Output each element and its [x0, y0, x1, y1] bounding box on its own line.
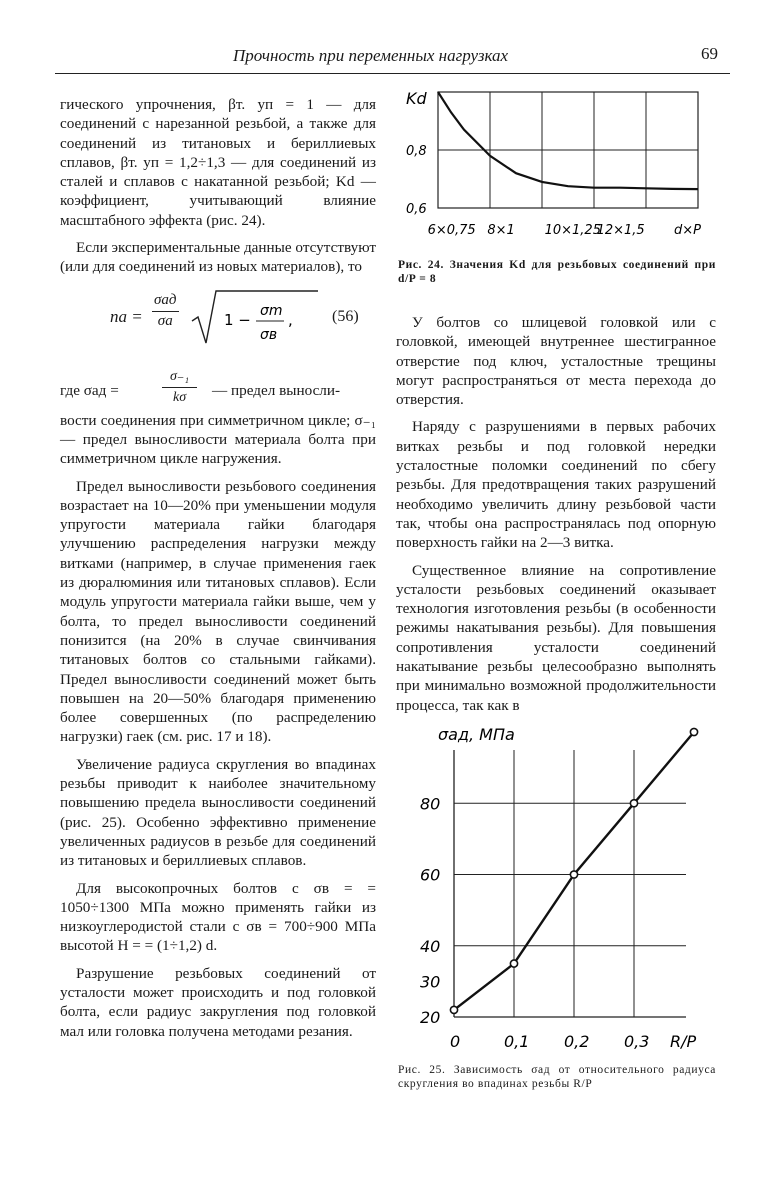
formula-denominator: σа [157, 312, 173, 329]
x-axis-label: R/P [670, 1032, 697, 1051]
data-point [690, 728, 697, 735]
chart-grid [454, 750, 686, 1017]
right-column [396, 313, 716, 723]
y-tick-label: 0,8 [406, 144, 427, 159]
x-tick-label: 0,3 [624, 1032, 650, 1051]
formula-numerator: σад [152, 291, 179, 312]
sqrt-one: 1 − [224, 310, 251, 329]
paragraph: У болтов со шлицевой головкой или с головкой, имеющей внутреннее шестигранное отверстие под ключ, усталостные трещины могут распространяться от места перехода до отверстия. [396, 314, 716, 409]
x-tick-label: 0,2 [564, 1032, 590, 1051]
running-head [55, 40, 730, 74]
running-title: Прочность при переменных нагрузках [233, 46, 509, 65]
tick-labels [406, 144, 701, 238]
left-column [60, 95, 376, 1049]
where-denominator: kσ [173, 389, 187, 405]
formula-comma: , [288, 310, 293, 329]
x-tick-label: 12×1,5 [596, 223, 645, 238]
x-tick-label: 0,1 [504, 1032, 530, 1051]
y-axis-label: Kd [406, 89, 427, 108]
paragraph: Если экспериментальные данные отсутствуют (или для соединений из новых материалов), то [60, 239, 376, 276]
where-numerator: σ₋₁ [162, 367, 197, 388]
paragraph: Предел выносливости резьбового соединения возрастает на 10—20% при уменьшении модуля упругости материала гайки благодаря улучшению распределения нагрузки между витками (например, в случае применения гаек из дюралюминия или титановых сплавов). Если модуль упругости материала гайки выше, чем у болта, то предел выносливости соединений понизится (на 20% в случае свинчивания титановых болтов со стальными гайками). Предел выносливости соединений может быть повышен на 20—50% благодаря применению более совершенных (по распределению нагрузки) гаек (см. рис. 17 и 18). [60, 477, 376, 746]
data-point [510, 960, 517, 967]
figure-25-caption: Рис. 25. Зависимость σад от относительного радиуса скругления во впадинах резьбы R/P [398, 1064, 716, 1090]
sqrt-numerator: σm [260, 302, 283, 319]
y-tick-label: 0,6 [406, 202, 427, 217]
formula-56 [60, 285, 376, 357]
y-tick-label: 60 [420, 865, 441, 885]
x-axis-label: d×P [674, 223, 701, 238]
paragraph: гического упрочнения, βт. уп = 1 — для соединений с нарезанной резьбой, а также для соединений из титановых и бериллиевых сплавов, βт. уп = 1,2÷1,3 — для соединений из сталей и сплавов с накатанной резьбой; Kd — коэффициент, учитывающий влияние масштабного эффекта (рис. 24). [60, 96, 376, 229]
y-tick-label: 40 [420, 936, 441, 956]
data-point [630, 800, 637, 807]
paragraph: Увеличение радиуса скругления во впадинах резьбы приводит к наиболее значительному повышению предела выносливости соединений (рис. 25). Особенно эффективно применение увеличенных радиусов в резьбе для соединений из титановых и бериллиевых сплавов. [60, 755, 376, 870]
paragraph: Существенное влияние на сопротивление усталости резьбовых соединений оказывает технология изготовления резьбы (в особенности режимы накатывания резьбы). Для повышения сопротивления усталости соединений накатывание резьбы целесообразно выполнять при минимально возможной продолжительности процесса, так как в [396, 561, 716, 714]
y-tick-label: 20 [420, 1008, 441, 1027]
chart-grid [438, 92, 698, 208]
x-tick-label: 10×1,25 [544, 223, 601, 238]
where-clause [60, 367, 376, 409]
where-tail: — предел выносли- [212, 381, 341, 399]
paragraph: Для высокопрочных болтов с σв = = 1050÷1300 МПа можно применять гайки из низкоуглеродистой стали с σв = 700÷900 МПа высотой H = = (1÷1,2) d. [60, 879, 376, 955]
y-tick-label: 30 [420, 972, 441, 992]
where-fraction [162, 367, 197, 408]
sqrt-denominator: σв [260, 326, 278, 343]
page-number: 69 [701, 44, 718, 63]
header-rule [55, 73, 730, 74]
data-point [450, 1006, 457, 1013]
x-tick-label: 0 [450, 1032, 461, 1051]
figure-24-caption: Рис. 24. Значения Kd для резьбовых соединений при d/P = 8 [398, 259, 716, 285]
x-tick-label: 8×1 [487, 223, 515, 238]
paragraph: Разрушение резьбовых соединений от усталости может происходить и под головкой болта, если радиус закругления под головкой мал или головка получена методами резания. [60, 964, 376, 1040]
equation-number: (56) [332, 307, 359, 325]
series-line [438, 92, 698, 189]
y-tick-label: 80 [420, 794, 441, 814]
tick-labels [420, 794, 697, 1051]
formula-sqrt [190, 285, 320, 349]
y-axis-label: σад, МПа [438, 725, 515, 744]
paragraph: вости соединения при симметричном цикле; σ₋₁ — предел выносливости материала болта при симметричном цикле нагружения. [60, 411, 376, 468]
figure-24-chart [398, 78, 718, 258]
figure-25-chart [398, 722, 718, 1122]
data-point [570, 871, 577, 878]
formula-fraction [152, 291, 179, 332]
paragraph: Наряду с разрушениями в первых рабочих витках резьбы и под головкой нередки усталостные поломки соединений по сбегу резьбы. Для предотвращения таких разрушений необходимо увеличить длину резьбовой части так, чтобы она распространялась под опорную поверхность гайки на 2—3 витка. [396, 418, 716, 552]
where-lead: где σад = [60, 381, 119, 399]
formula-lhs: nа = [110, 306, 143, 326]
x-tick-label: 6×0,75 [427, 223, 476, 238]
